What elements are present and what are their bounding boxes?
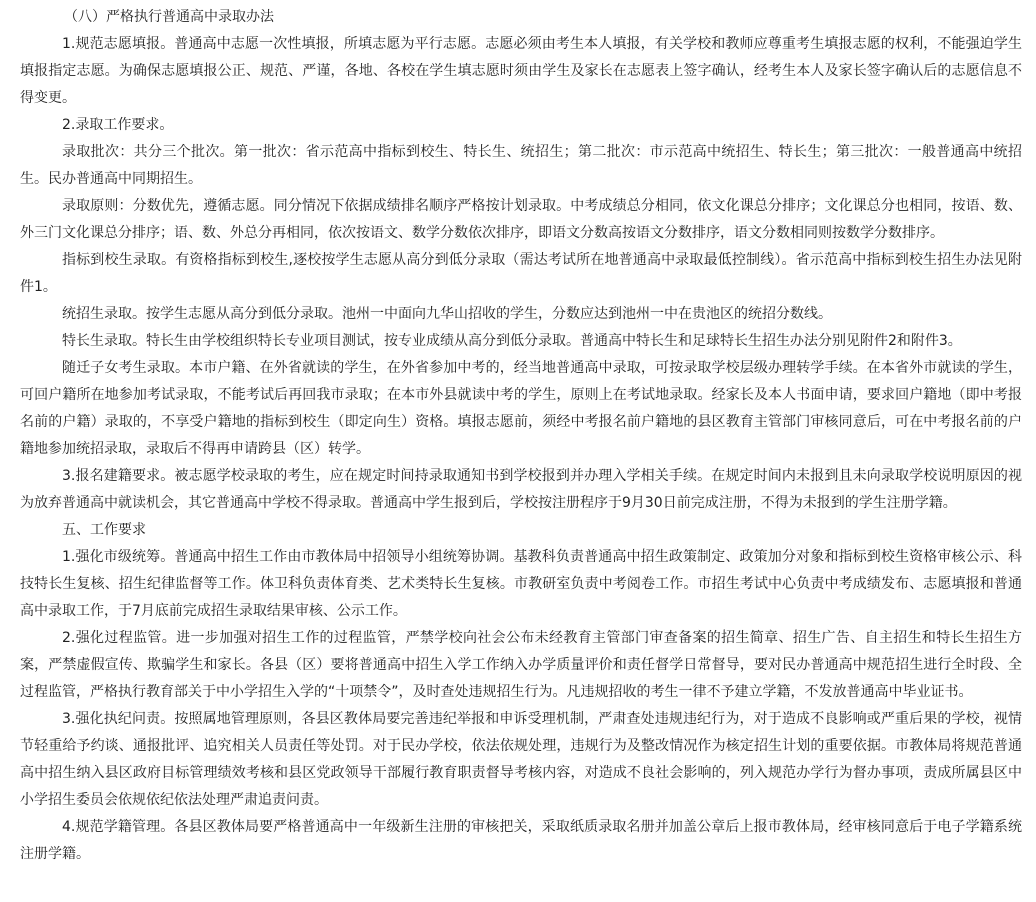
paragraph-unified-admission: 统招生录取。按学生志愿从高分到低分录取。池州一中面向九华山招收的学生，分数应达到池州一中在贵池区的统招分数线。: [62, 306, 832, 322]
paragraph-city-coordination: 1.强化市级统筹。普通高中招生工作由市教体局中招领导小组统筹协调。基教科负责普通高中招生政策制定、政策加分对象和指标到校生资格审核公示、科技特长生复核、招生纪律监督等工作。体卫科负责体育类、艺术类特长生复核。市教研室负责中考阅卷工作。市招生考试中心负责中考成绩发布、志愿填报和普通高中录取工作，于7月底前完成招生录取结果审核、公示工作。: [20, 549, 1022, 619]
paragraph-admission-batches: 录取批次：共分三个批次。第一批次：省示范高中指标到校生、特长生、统招生；第二批次：市示范高中统招生、特长生；第三批次：一般普通高中统招生。民办普通高中同期招生。: [20, 144, 1022, 187]
paragraph-volunteer-filling: 1.规范志愿填报。普通高中志愿一次性填报，所填志愿为平行志愿。志愿必须由考生本人填报，有关学校和教师应尊重考生填报志愿的权利，不能强迫学生填报指定志愿。为确保志愿填报公正、规范、严谨，各地、各校在学生填志愿时须由学生及家长在志愿表上签字确认，经考生本人及家长签字确认后的志愿信息不得变更。: [20, 36, 1022, 106]
paragraph-student-records: 4.规范学籍管理。各县区教体局要严格普通高中一年级新生注册的审核把关，采取纸质录取名册并加盖公章后上报市教体局，经审核同意后于电子学籍系统注册学籍。: [20, 819, 1022, 862]
paragraph-specialty-admission: 特长生录取。特长生由学校组织特长专业项目测试，按专业成绩从高分到低分录取。普通高中特长生和足球特长生招生办法分别见附件2和附件3。: [62, 333, 962, 349]
section-heading-8: （八）严格执行普通高中录取办法: [64, 9, 274, 25]
paragraph-discipline-accountability: 3.强化执纪问责。按照属地管理原则，各县区教体局要完善违纪举报和申诉受理机制，严肃查处违规违纪行为，对于造成不良影响或严重后果的学校，视情节轻重给予约谈、通报批评、追究相关人员责任等处罚。对于民办学校，依法依规处理，违规行为及整改情况作为核定招生计划的重要依据。市教体局将规范普通高中招生纳入县区政府目标管理绩效考核和县区党政领导干部履行教育职责督导考核内容，对造成不良社会影响的，列入规范办学行为督办事项，责成所属县区中小学招生委员会依规依纪依法处理严肃追责问责。: [20, 711, 1022, 808]
paragraph-process-supervision: 2.强化过程监管。进一步加强对招生工作的过程监管，严禁学校向社会公布未经教育主管部门审查备案的招生简章、招生广告、自主招生和特长生招生方案，严禁虚假宣传、欺骗学生和家长。各县（区）要将普通高中招生入学工作纳入办学质量评价和责任督学日常督导，要对民办普通高中规范招生进行全时段、全过程监管，严格执行教育部关于中小学招生入学的“十项禁令”，及时查处违规招生行为。凡违规招收的考生一律不予建立学籍，不发放普通高中毕业证书。: [20, 630, 1022, 700]
paragraph-migrant-children-admission: 随迁子女考生录取。本市户籍、在外省就读的学生，在外省参加中考的，经当地普通高中录取，可按录取学校层级办理转学手续。在本省外市就读的学生，可回户籍所在地参加考试录取，不能考试后再回我市录取；在本市外县就读中考的学生，原则上在考试地录取。经家长及本人书面申请，要求回户籍地（即中考报名前的户籍）录取的，不享受户籍地的指标到校生（即定向生）资格。填报志愿前，须经中考报名前户籍地的县区教育主管部门审核同意后，可在中考报名前的户籍地参加统招录取，录取后不得再申请跨县（区）转学。: [20, 360, 1022, 457]
section-title-5: 五、工作要求: [62, 522, 146, 538]
paragraph-admission-principles: 录取原则：分数优先，遵循志愿。同分情况下依据成绩排名顺序严格按计划录取。中考成绩总分相同，依文化课总分排序；文化课总分也相同，按语、数、外三门文化课总分排序；语、数、外总分再相同，依次按语文、数学分数依次排序，即语文分数高按语文分数排序，语文分数相同则按数学分数排序。: [20, 198, 1022, 241]
paragraph-quota-admission: 指标到校生录取。有资格指标到校生,逐校按学生志愿从高分到低分录取（需达考试所在地普通高中录取最低控制线）。省示范高中指标到校生招生办法见附件1。: [20, 252, 1022, 295]
paragraph-admission-requirements: 2.录取工作要求。: [62, 117, 174, 133]
paragraph-registration-requirements: 3.报名建籍要求。被志愿学校录取的考生，应在规定时间持录取通知书到学校报到并办理入学相关手续。在规定时间内未报到且未向录取学校说明原因的视为放弃普通高中就读机会，其它普通高中学校不得录取。普通高中学生报到后，学校按注册程序于9月30日前完成注册，不得为未报到的学生注册学籍。: [20, 468, 1022, 511]
